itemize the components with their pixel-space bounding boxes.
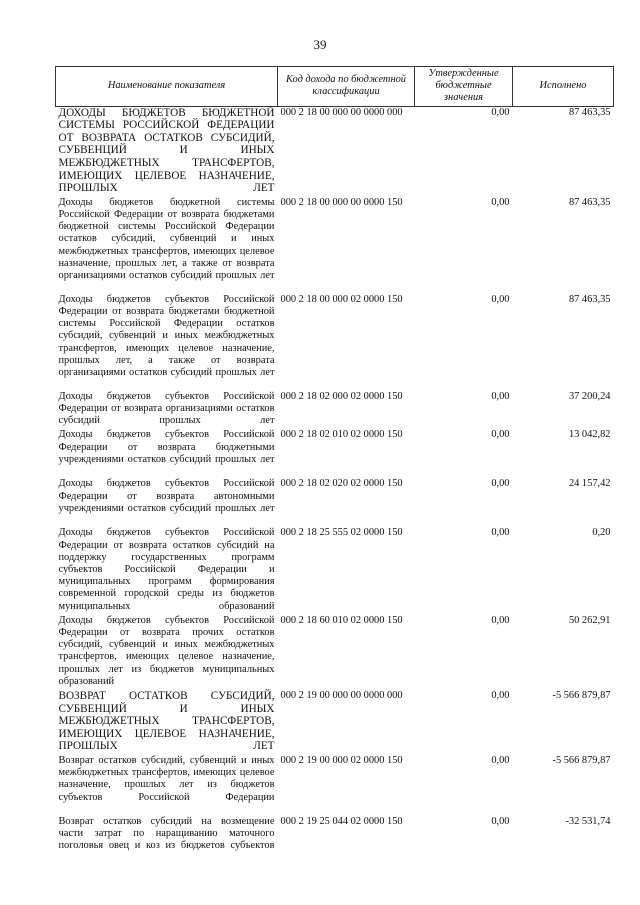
row-approved: 0,00 <box>491 690 510 702</box>
row-name: ВОЗВРАТ ОСТАТКОВ СУБСИДИЙ, СУБВЕНЦИЙ И ИНЫХ МЕЖБЮДЖЕТНЫХ ТРАНСФЕРТОВ, ИМЕЮЩИХ ЦЕЛЕВОЕ НАЗНАЧЕНИЕ, ПРОШЛЫХ ЛЕТ <box>58 690 275 753</box>
header-name: Наименование показателя <box>56 67 278 107</box>
row-code: 000 2 18 00 000 00 0000 000 <box>280 106 403 118</box>
table-row <box>56 816 614 855</box>
row-code: 000 2 19 00 000 02 0000 150 <box>280 754 403 766</box>
row-name: Возврат остатков субсидий на возмещение части затрат по наращиванию маточного поголовья овец и коз из бюджетов субъектов <box>58 815 275 852</box>
row-approved: 0,00 <box>491 754 510 766</box>
row-approved: 0,00 <box>491 429 510 441</box>
row-approved: 0,00 <box>491 196 510 208</box>
table-row <box>56 755 614 816</box>
table-row <box>56 690 614 755</box>
row-name: Доходы бюджетов субъектов Российской Федерации от возврата автономными учреждениями остатков субсидий прошлых лет <box>58 478 275 514</box>
row-executed: -5 566 879,87 <box>552 754 611 766</box>
row-code: 000 2 18 02 020 02 0000 150 <box>280 478 403 490</box>
row-name: Доходы бюджетов субъектов Российской Федерации от возврата бюджетами бюджетной системы Российской Федерации остатков субсидий, субвенций и иных межбюджетных трансфертов, имеющих целевое назначение, прошлых лет, а также от возврата организациями остатков субсидий прошлых лет <box>58 293 275 378</box>
row-code: 000 2 18 00 000 02 0000 150 <box>280 293 403 305</box>
table-row <box>56 478 614 527</box>
table-row <box>56 615 614 690</box>
table-row <box>56 294 614 391</box>
row-executed: 0,20 <box>592 527 611 539</box>
row-executed: 87 463,35 <box>568 196 611 208</box>
page-number: 39 <box>313 37 327 52</box>
row-approved: 0,00 <box>491 293 510 305</box>
row-executed: 13 042,82 <box>568 429 611 441</box>
row-name: Доходы бюджетов субъектов Российской Федерации от возврата бюджетными учреждениями остатков субсидий прошлых лет <box>58 429 275 465</box>
row-executed: 87 463,35 <box>568 293 611 305</box>
row-approved: 0,00 <box>491 614 510 626</box>
table-row <box>56 527 614 614</box>
row-approved: 0,00 <box>491 478 510 490</box>
row-code: 000 2 18 25 555 02 0000 150 <box>280 527 403 539</box>
row-name: Доходы бюджетов бюджетной системы Российской Федерации от возврата бюджетами бюджетной системы Российской Федерации остатков субсидий, субвенций и иных межбюджетных трансфертов, имеющих целевое назначение, прошлых лет, а также от возврата организациями остатков субсидий прошлых лет <box>58 196 275 281</box>
row-approved: 0,00 <box>491 527 510 539</box>
row-executed: 87 463,35 <box>568 106 611 118</box>
budget-table <box>55 66 614 855</box>
row-name: Доходы бюджетов субъектов Российской Федерации от возврата остатков субсидий на поддержку государственных программ субъектов Российской Федерации и муниципальных программ формирования современной городской среды из бюджетов муниципальных образований <box>58 527 275 612</box>
row-name: ДОХОДЫ БЮДЖЕТОВ БЮДЖЕТНОЙ СИСТЕМЫ РОССИЙСКОЙ ФЕДЕРАЦИИ ОТ ВОЗВРАТА ОСТАТКОВ СУБСИДИЙ, СУБВЕНЦИЙ И ИНЫХ МЕЖБЮДЖЕТНЫХ ТРАНСФЕРТОВ, ИМЕЮЩИХ ЦЕЛЕВОЕ НАЗНАЧЕНИЕ, ПРОШЛЫХ ЛЕТ <box>58 106 275 195</box>
row-executed: 50 262,91 <box>568 614 611 626</box>
row-executed: -32 531,74 <box>565 815 611 827</box>
table-row <box>56 391 614 430</box>
row-code: 000 2 18 00 000 00 0000 150 <box>280 196 403 208</box>
row-approved: 0,00 <box>491 106 510 118</box>
row-code: 000 2 18 02 000 02 0000 150 <box>280 390 403 402</box>
row-approved: 0,00 <box>491 815 510 827</box>
table-row <box>56 429 614 478</box>
row-code: 000 2 18 60 010 02 0000 150 <box>280 614 403 626</box>
table-row <box>56 197 614 294</box>
header-approved: Утвержденные бюджетные значения <box>415 67 513 107</box>
row-code: 000 2 19 00 000 00 0000 000 <box>280 690 403 702</box>
header-executed: Исполнено <box>513 67 614 107</box>
table-header-row <box>56 67 614 107</box>
row-name: Доходы бюджетов субъектов Российской Федерации от возврата прочих остатков субсидий, субвенций и иных межбюджетных трансфертов, имеющих целевое назначение, прошлых лет из бюджетов муниципальных образований <box>58 614 275 687</box>
row-name: Возврат остатков субсидий, субвенций и иных межбюджетных трансфертов, имеющих целевое назначение, прошлых лет из бюджетов субъектов Российской Федерации <box>58 754 275 803</box>
row-executed: 24 157,42 <box>568 478 611 490</box>
row-executed: 37 200,24 <box>568 390 611 402</box>
row-code: 000 2 19 25 044 02 0000 150 <box>280 815 403 827</box>
row-executed: -5 566 879,87 <box>552 690 611 702</box>
row-code: 000 2 18 02 010 02 0000 150 <box>280 429 403 441</box>
row-name: Доходы бюджетов субъектов Российской Федерации от возврата организациями остатков субсидий прошлых лет <box>58 390 275 427</box>
row-approved: 0,00 <box>491 390 510 402</box>
table-row <box>56 106 614 197</box>
header-code: Код дохода по бюджетной классификации <box>278 67 415 107</box>
